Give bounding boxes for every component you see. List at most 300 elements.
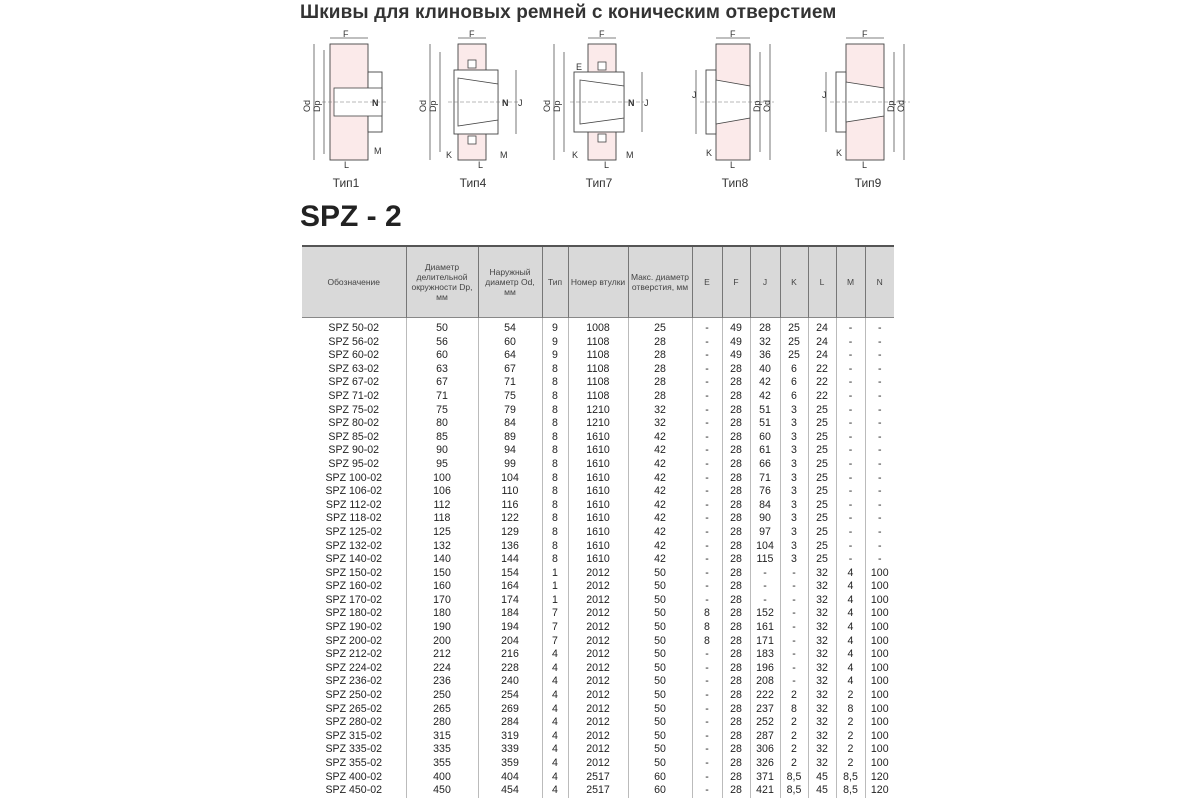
table-cell: - [692,499,722,513]
table-cell: 2 [836,730,865,744]
table-row [302,567,894,581]
table-cell: 32 [808,635,836,649]
table-cell: SPZ 170-02 [325,593,383,606]
label-k: K [572,150,579,160]
table-cell: 7 [542,621,568,635]
table-cell: - [865,336,894,350]
table-cell: - [692,444,722,458]
column-header: Диаметр делительной окружности Dp, мм [406,246,478,318]
table-cell: 25 [808,417,836,431]
table-cell: 228 [478,662,542,676]
table-cell: 60 [628,771,692,785]
table-cell: 196 [750,662,780,676]
table-cell: SPZ 132-02 [325,539,383,552]
table-cell: 1610 [568,499,628,513]
table-cell: 8 [542,485,568,499]
table-cell: - [836,417,865,431]
table-cell: 355 [406,757,478,771]
table-cell: 50 [628,689,692,703]
table-cell: - [692,730,722,744]
table-cell: SPZ 180-02 [325,607,383,620]
table-cell: 50 [628,662,692,676]
column-header: Тип [542,246,568,318]
table-cell: - [836,444,865,458]
table-cell: - [780,594,808,608]
table-cell: - [692,526,722,540]
table-cell: 32 [808,567,836,581]
table-cell: 8,5 [780,771,808,785]
diagram-caption: Тип8 [721,176,749,190]
table-cell: SPZ 212-02 [325,648,383,661]
column-header: M [836,246,865,318]
table-cell: SPZ 450-02 [325,784,383,797]
table-cell: 42 [628,444,692,458]
table-cell: SPZ 100-02 [325,471,383,484]
table-cell: - [865,485,894,499]
table-cell: - [865,417,894,431]
table-cell: 8 [780,703,808,717]
label-f: F [862,29,868,39]
table-cell: 67 [478,363,542,377]
table-row [302,757,894,771]
table-cell: SPZ 63-02 [328,362,380,375]
table-cell: 100 [865,689,894,703]
table-cell: - [692,431,722,445]
table-cell: 118 [406,512,478,526]
table-cell: 3 [780,499,808,513]
table-cell: 24 [808,349,836,363]
label-f: F [599,29,605,39]
table-cell: 2 [780,743,808,757]
table-cell: 4 [542,757,568,771]
table-cell: 89 [478,431,542,445]
table-cell: 42 [628,472,692,486]
table-cell: 8 [542,512,568,526]
table-cell: 24 [808,322,836,336]
table-cell: - [692,349,722,363]
table-cell: 32 [808,689,836,703]
table-cell: 120 [865,784,894,798]
table-cell: 1610 [568,485,628,499]
table-cell: SPZ 200-02 [325,634,383,647]
table-cell: 28 [750,322,780,336]
label-dp: Dp [312,100,322,112]
table-row [302,499,894,513]
table-cell: 2012 [568,730,628,744]
table-cell: 28 [722,675,750,689]
table-cell: 42 [628,485,692,499]
label-od: Od [762,99,772,112]
label-j: J [822,90,827,100]
table-row [302,512,894,526]
table-cell: 190 [406,621,478,635]
table-cell: 1610 [568,472,628,486]
table-cell: - [780,675,808,689]
table-cell: 319 [478,730,542,744]
diagram-caption: Тип9 [854,176,882,190]
table-cell: 8 [542,444,568,458]
table-cell: 3 [780,472,808,486]
label-j: J [644,98,649,108]
table-cell: 32 [808,703,836,717]
table-cell: 250 [406,689,478,703]
table-cell: 1210 [568,417,628,431]
table-row [302,349,894,363]
table-cell: 9 [542,336,568,350]
label-k: K [446,150,453,160]
table-cell: 25 [628,322,692,336]
table-cell: 100 [865,730,894,744]
diagram-caption: Тип7 [585,176,613,190]
table-cell: 450 [406,784,478,798]
table-cell: 104 [750,540,780,554]
table-cell: - [692,540,722,554]
table-cell: - [750,567,780,581]
table-cell: 32 [750,336,780,350]
table-cell: - [780,621,808,635]
table-cell: 28 [722,499,750,513]
label-m: M [626,150,634,160]
table-cell: SPZ 265-02 [325,702,383,715]
table-cell: 32 [808,716,836,730]
table-cell: 50 [628,743,692,757]
table-cell: SPZ 160-02 [325,580,383,593]
table-cell: 28 [628,363,692,377]
pulley-diagram-type4 [418,29,528,192]
table-cell: 284 [478,716,542,730]
table-cell: 421 [750,784,780,798]
table-cell: - [692,580,722,594]
table-cell: 66 [750,458,780,472]
table-cell: 1 [542,567,568,581]
table-cell: 32 [808,730,836,744]
table-cell: 184 [478,607,542,621]
table-cell: 75 [406,404,478,418]
table-cell: 50 [628,567,692,581]
table-cell: 4 [542,662,568,676]
table-cell: 28 [722,540,750,554]
table-cell: 200 [406,635,478,649]
label-f: F [343,29,349,39]
table-cell: - [692,472,722,486]
table-cell: 2012 [568,662,628,676]
table-cell: 42 [750,390,780,404]
table-cell: 4 [836,662,865,676]
table-row [302,417,894,431]
table-cell: - [836,540,865,554]
table-cell: 129 [478,526,542,540]
table-cell: 32 [808,743,836,757]
table-cell: 4 [542,675,568,689]
table-row [302,689,894,703]
table-row [302,703,894,717]
table-cell: 32 [808,757,836,771]
table-cell: - [692,390,722,404]
table-cell: SPZ 75-02 [328,403,380,416]
table-cell: - [836,553,865,567]
table-cell: 2 [836,743,865,757]
table-cell: 1610 [568,553,628,567]
table-cell: SPZ 90-02 [328,444,380,457]
table-cell: 236 [406,675,478,689]
table-cell: 3 [780,512,808,526]
table-cell: SPZ 355-02 [325,757,383,769]
table-cell: SPZ 140-02 [325,553,383,566]
table-row [302,607,894,621]
table-cell: SPZ 71-02 [328,389,380,402]
table-row [302,621,894,635]
table-cell: 3 [780,417,808,431]
table-cell: 100 [865,757,894,771]
table-cell: 51 [750,404,780,418]
label-e: E [576,62,583,72]
table-cell: 28 [722,580,750,594]
table-cell: 1610 [568,458,628,472]
table-cell: 28 [722,417,750,431]
table-cell: 50 [628,635,692,649]
label-od: Od [896,99,906,112]
table-cell: 60 [750,431,780,445]
table-cell: 28 [722,784,750,798]
table-cell: 60 [406,349,478,363]
table-cell: 28 [722,648,750,662]
table-cell: 79 [478,404,542,418]
label-k: K [706,148,713,158]
table-cell: 42 [628,431,692,445]
column-header: L [808,246,836,318]
table-cell: 49 [722,322,750,336]
table-cell: 6 [780,363,808,377]
table-cell: 50 [628,757,692,771]
table-cell: 104 [478,472,542,486]
table-cell: 1108 [568,390,628,404]
column-header: F [722,246,750,318]
table-cell: 1610 [568,540,628,554]
table-cell: 90 [750,512,780,526]
table-cell: - [692,771,722,785]
table-cell: 454 [478,784,542,798]
table-cell: 76 [750,485,780,499]
table-cell: 67 [406,376,478,390]
table-cell: 54 [478,322,542,336]
table-row [302,771,894,785]
table-cell: - [692,757,722,771]
table-cell: - [865,390,894,404]
table-cell: 160 [406,580,478,594]
table-cell: 25 [780,349,808,363]
table-cell: - [692,662,722,676]
column-header: J [750,246,780,318]
table-cell: 2012 [568,716,628,730]
label-n: N [628,98,635,108]
table-row [302,444,894,458]
table-cell: 150 [406,567,478,581]
table-cell: 140 [406,553,478,567]
table-cell: 32 [808,648,836,662]
table-row [302,404,894,418]
table-cell: 28 [628,349,692,363]
table-cell: 85 [406,431,478,445]
label-l: L [478,160,484,170]
table-cell: - [865,431,894,445]
table-cell: 4 [836,621,865,635]
table-cell: SPZ 224-02 [325,661,383,674]
table-cell: 75 [478,390,542,404]
column-header: Обозначение [302,246,406,318]
table-cell: 60 [628,784,692,798]
label-l: L [862,160,868,170]
table-cell: SPZ 106-02 [325,485,383,498]
table-row [302,648,894,662]
pulley-diagram-type7 [542,29,654,192]
table-header-row [302,246,894,318]
table-cell: 32 [628,417,692,431]
table-cell: 216 [478,648,542,662]
table-cell: SPZ 315-02 [325,729,383,742]
table-cell: 306 [750,743,780,757]
label-dp: Dp [552,100,562,112]
table-cell: 1210 [568,404,628,418]
table-cell: 2012 [568,689,628,703]
table-row [302,472,894,486]
table-cell: SPZ 250-02 [325,689,383,702]
table-cell: 7 [542,607,568,621]
table-cell: 3 [780,526,808,540]
table-cell: 22 [808,376,836,390]
table-cell: 8 [542,499,568,513]
diagram-caption: Тип4 [459,176,487,190]
table-cell: 161 [750,621,780,635]
table-cell: 45 [808,784,836,798]
table-cell: 315 [406,730,478,744]
table-cell: 49 [722,349,750,363]
table-row [302,662,894,676]
table-cell: - [836,431,865,445]
label-f: F [730,29,736,39]
table-cell: 100 [865,662,894,676]
table-cell: 25 [808,444,836,458]
table-cell: 50 [628,703,692,717]
table-row [302,716,894,730]
table-cell: SPZ 125-02 [325,525,383,538]
table-cell: 3 [780,485,808,499]
table-cell: 287 [750,730,780,744]
table-cell: 144 [478,553,542,567]
table-cell: 106 [406,485,478,499]
specs-table [302,245,894,798]
table-cell: 1 [542,580,568,594]
table-cell: 4 [542,730,568,744]
table-cell: 95 [406,458,478,472]
table-cell: 28 [722,730,750,744]
table-cell: SPZ 280-02 [325,716,383,729]
table-cell: - [692,322,722,336]
table-cell: - [836,322,865,336]
table-cell: 2012 [568,607,628,621]
table-cell: 71 [478,376,542,390]
pulley-diagram-type9 [822,29,914,192]
table-cell: 8 [542,458,568,472]
table-cell: 2012 [568,635,628,649]
table-cell: 4 [542,703,568,717]
table-cell: 8 [542,526,568,540]
table-cell: 265 [406,703,478,717]
table-cell: 28 [722,743,750,757]
label-j: J [518,98,523,108]
table-cell: 71 [750,472,780,486]
table-cell: 42 [628,553,692,567]
table-cell: - [865,322,894,336]
table-cell: 2012 [568,703,628,717]
table-cell: - [692,594,722,608]
table-cell: SPZ 85-02 [328,430,380,443]
table-cell: 40 [750,363,780,377]
table-cell: 28 [722,771,750,785]
table-cell: 50 [628,594,692,608]
table-cell: 42 [628,512,692,526]
table-cell: 22 [808,390,836,404]
table-cell: 28 [722,594,750,608]
table-cell: 25 [780,336,808,350]
table-cell: - [865,444,894,458]
table-cell: 2 [780,730,808,744]
table-row [302,336,894,350]
table-cell: - [692,703,722,717]
series-heading: SPZ - 2 [300,200,402,233]
table-cell: SPZ 118-02 [325,512,382,525]
column-header: N [865,246,894,318]
table-cell: - [865,526,894,540]
table-cell: 100 [406,472,478,486]
label-l: L [344,160,350,170]
table-cell: 6 [780,390,808,404]
table-cell: 4 [542,716,568,730]
table-cell: 32 [808,580,836,594]
column-header: E [692,246,722,318]
table-cell: 63 [406,363,478,377]
table-cell: 371 [750,771,780,785]
table-cell: 2012 [568,648,628,662]
table-cell: 2 [836,757,865,771]
table-cell: 1610 [568,444,628,458]
table-cell: - [836,526,865,540]
table-row [302,540,894,554]
table-cell: 42 [628,526,692,540]
table-cell: - [836,499,865,513]
column-header: K [780,246,808,318]
table-cell: 28 [722,526,750,540]
table-row [302,390,894,404]
table-cell: 8 [542,417,568,431]
table-cell: - [836,404,865,418]
table-body [302,318,894,798]
table-cell: SPZ 190-02 [325,621,383,634]
table-cell: 90 [406,444,478,458]
table-cell: 204 [478,635,542,649]
table-cell: 50 [406,322,478,336]
table-cell: 28 [722,431,750,445]
table-cell: 32 [808,621,836,635]
table-cell: 2517 [568,771,628,785]
label-m: M [374,146,382,156]
table-cell: 45 [808,771,836,785]
table-cell: 4 [542,771,568,785]
table-cell: 1610 [568,431,628,445]
table-cell: 42 [628,458,692,472]
table-cell: 222 [750,689,780,703]
table-cell: 400 [406,771,478,785]
table-cell: 25 [808,526,836,540]
